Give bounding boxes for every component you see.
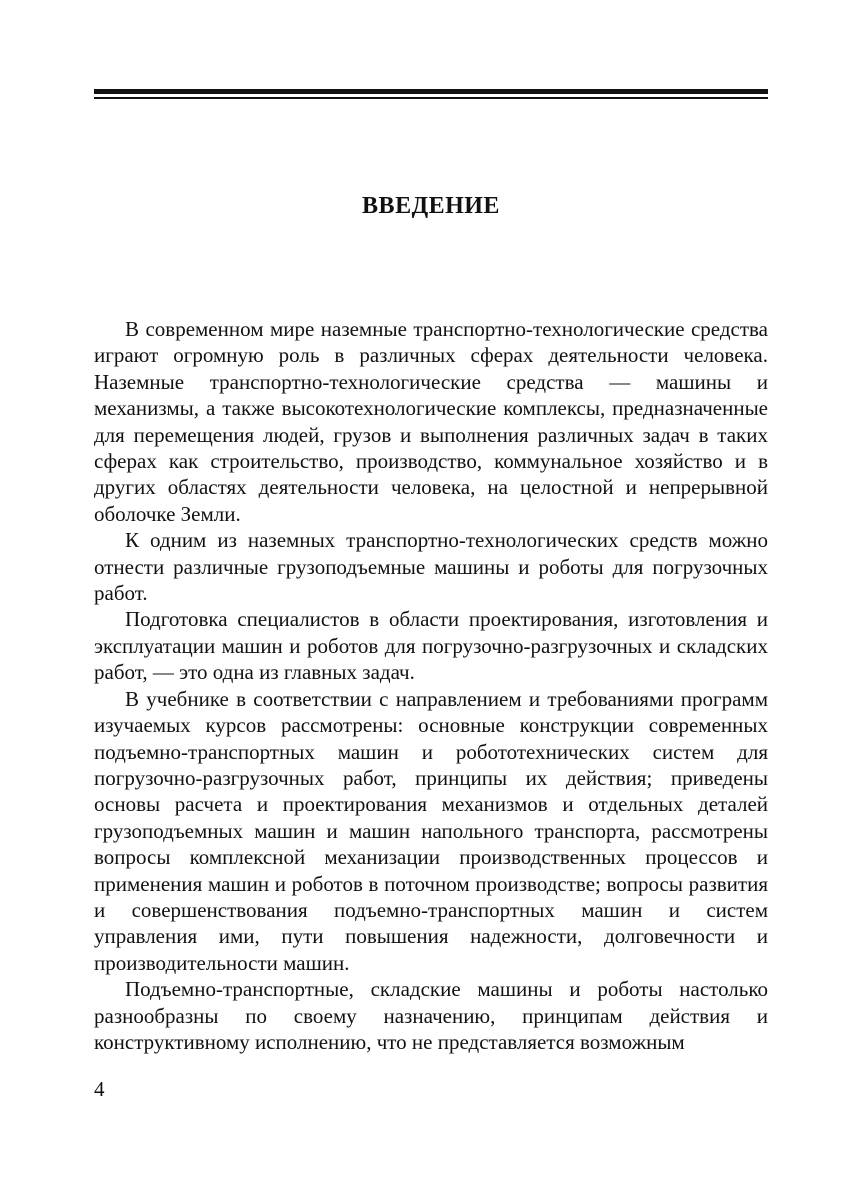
chapter-title: ВВЕДЕНИЕ <box>362 193 500 219</box>
header-rule-thick <box>94 89 768 94</box>
paragraph-4: В учебнике в соответствии с направлением и требованиями программ изучаемых курсов рассмотрены: основные конструкции современных подъемно-транспортных машин и робототехнических систем для погрузочно-разгрузочных работ, принципы их действия; приведены основы расчета и проектирования механизмов и отдельных деталей грузоподъемных машин и машин напольного транспорта, рассмотрены вопросы комплексной механизации производственных процессов и применения машин и роботов в поточном производстве; вопросы развития и совершенствования подъемно-транспортных машин и систем управления ими, пути повышения надежности, долговечности и производительности машин. <box>94 686 768 975</box>
header-rule-thin <box>94 97 768 99</box>
paragraph-5: Подъемно-транспортные, складские машины и роботы настолько разнообразны по своему назначению, принципам действия и конструктивному исполнению, что не представляется возможным <box>94 977 768 1054</box>
page-number: 4 <box>94 1077 105 1101</box>
body-text <box>94 316 768 1055</box>
paragraph-2: К одним из наземных транспортно-технологических средств можно отнести различные грузоподъемные машины и роботы для погрузочных работ. <box>94 528 768 606</box>
paragraph-1: В современном мире наземные транспортно-технологические средства играют огромную роль в различных сферах деятельности человека. Наземные транспортно-технологические средства — машины и механизмы, а также высокотехнологические комплексы, предназначенные для перемещения людей, грузов и выполнения различных задач в таких сферах как строительство, производство, коммунальное хозяйство и в других областях деятельности человека, на целостной и непрерывной оболочке Земли. <box>94 317 768 526</box>
paragraph-3: Подготовка специалистов в области проектирования, изготовления и эксплуатации машин и роботов для погрузочно-разгрузочных и складских работ, — это одна из главных задач. <box>94 607 768 685</box>
